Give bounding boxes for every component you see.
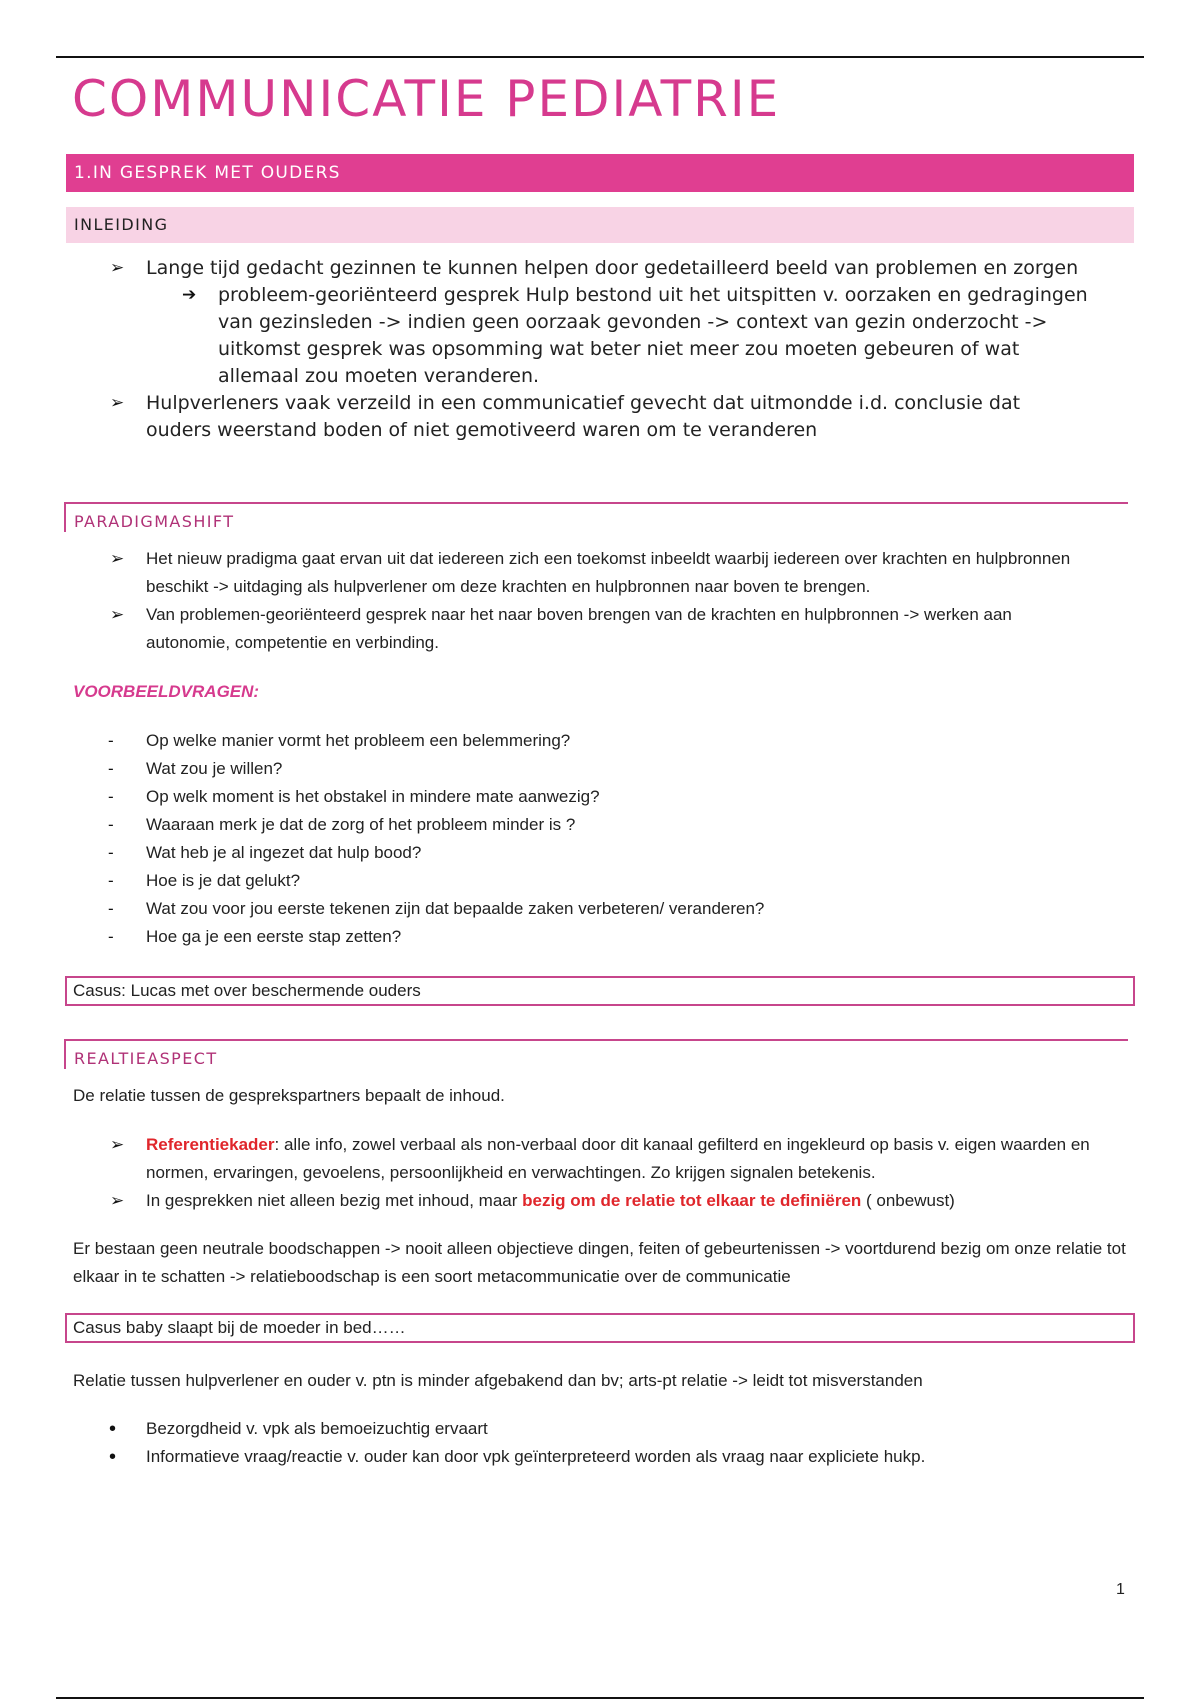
list-item	[0, 895, 1100, 923]
arrow-bullet-icon: ➔	[182, 285, 197, 305]
list-item	[0, 811, 1100, 839]
arrowhead-bullet-icon: ➢	[110, 1135, 125, 1154]
intro-list	[0, 255, 1090, 444]
list-item-text: Van problemen-georiënteerd gesprek naar het naar boven brengen van de krachten en hulpbronnen -> werken aan autonomie, competentie en verbinding.	[146, 605, 1012, 652]
list-item	[0, 783, 1100, 811]
casus-box-lucas: Casus: Lucas met over beschermende ouders	[65, 976, 1135, 1006]
dash-bullet-icon: -	[108, 927, 114, 946]
list-item	[0, 1131, 1100, 1187]
list-item-text: Lange tijd gedacht gezinnen te kunnen helpen door gedetailleerd beeld van problemen en zorgen	[146, 257, 1079, 279]
page-number: 1	[1116, 1581, 1125, 1598]
casus-box-baby: Casus baby slaapt bij de moeder in bed……	[65, 1313, 1135, 1343]
highlighted-phrase: bezig om de relatie tot elkaar te definiëren	[522, 1191, 862, 1210]
list-item	[0, 282, 1090, 390]
relation-dot-list	[0, 1415, 1100, 1471]
example-questions-list	[0, 727, 1100, 951]
list-item-text: Informatieve vraag/reactie v. ouder kan door vpk geïnterpreteerd worden als vraag naar expliciete hukp.	[146, 1447, 926, 1466]
list-item	[0, 255, 1090, 282]
list-item-text: ( onbewust)	[861, 1191, 955, 1210]
relation-intro: De relatie tussen de gesprekspartners bepaalt de inhoud.	[73, 1086, 505, 1105]
list-item-text: : alle info, zowel verbaal als non-verbaal door dit kanaal gefilterd en ingekleurd op basis v. eigen waarden en normen, ervaringen, gevoelens, persoonlijkheid en verwachtingen. Zo krijgen signalen betekenis.	[146, 1135, 1090, 1182]
list-item-text: Op welk moment is het obstakel in mindere mate aanwezig?	[146, 787, 600, 806]
list-item	[0, 839, 1100, 867]
list-item-text: In gesprekken niet alleen bezig met inhoud, maar	[146, 1191, 523, 1210]
examples-heading: VOORBEELDVRAGEN:	[73, 682, 260, 701]
list-item	[0, 545, 1100, 601]
dash-bullet-icon: -	[108, 787, 114, 806]
list-item-text: Bezorgdheid v. vpk als bemoeizuchtig ervaart	[146, 1419, 488, 1438]
dash-bullet-icon: -	[108, 759, 114, 778]
dash-bullet-icon: -	[108, 899, 114, 918]
dash-bullet-icon: -	[108, 815, 114, 834]
relation-paragraph-2: Relatie tussen hulpverlener en ouder v. ptn is minder afgebakend dan bv; arts-pt relatie -> leidt tot misverstanden	[73, 1371, 923, 1390]
arrowhead-bullet-icon: ➢	[110, 258, 125, 278]
arrowhead-bullet-icon: ➢	[110, 393, 125, 413]
list-item-text: Waaraan merk je dat de zorg of het probleem minder is ?	[146, 815, 576, 834]
arrowhead-bullet-icon: ➢	[110, 549, 125, 568]
dash-bullet-icon: -	[108, 871, 114, 890]
subsection-heading-inleiding: INLEIDING	[66, 207, 1134, 243]
list-item-text: Hoe ga je een eerste stap zetten?	[146, 927, 402, 946]
dash-bullet-icon: -	[108, 731, 114, 750]
list-item-text: probleem-georiënteerd gesprek Hulp bestond uit het uitspitten v. oorzaken en gedragingen van gezinsleden -> indien geen oorzaak gevonden -> context van gezin onderzocht -> uitkomst gesprek was opsomming wat beter niet meer zou moeten gebeuren of wat allemaal zou moeten veranderen.	[218, 284, 1088, 387]
list-item-text: Hulpverleners vaak verzeild in een communicatief gevecht dat uitmondde i.d. conclusie dat ouders weerstand boden of niet gemotiveerd waren om te veranderen	[146, 392, 1021, 441]
relation-list	[0, 1131, 1100, 1215]
document-title: COMMUNICATIE PEDIATRIE	[72, 70, 781, 128]
arrowhead-bullet-icon: ➢	[110, 1191, 125, 1210]
list-item	[0, 390, 1090, 444]
heading-paradigmashift: PARADIGMASHIFT	[64, 502, 1128, 532]
list-item	[0, 1443, 1100, 1471]
dash-bullet-icon: -	[108, 843, 114, 862]
footer-rule	[56, 1697, 1144, 1699]
highlighted-term: Referentiekader	[146, 1135, 275, 1154]
list-item-text: Hoe is je dat gelukt?	[146, 871, 301, 890]
heading-realtieaspect: REALTIEASPECT	[64, 1039, 1128, 1069]
arrowhead-bullet-icon: ➢	[110, 605, 125, 624]
list-item-text: Op welke manier vormt het probleem een belemmering?	[146, 731, 571, 750]
paradigm-list	[0, 545, 1100, 657]
list-item-text: Wat heb je al ingezet dat hulp bood?	[146, 843, 422, 862]
list-item-text: Het nieuw pradigma gaat ervan uit dat iedereen zich een toekomst inbeeldt waarbij iedereen over krachten en hulpbronnen beschikt -> uitdaging als hulpverlener om deze krachten en hulpbronnen naar boven te brengen.	[146, 549, 1071, 596]
list-item	[0, 1187, 1100, 1215]
list-item	[0, 923, 1100, 951]
list-item	[0, 1415, 1100, 1443]
bullet-dot-icon: •	[109, 1418, 117, 1440]
list-item	[0, 601, 1100, 657]
list-item-text: Wat zou je willen?	[146, 759, 283, 778]
relation-paragraph: Er bestaan geen neutrale boodschappen -> nooit alleen objectieve dingen, feiten of gebeurtenissen -> voortdurend bezig om onze relatie tot elkaar in te schatten -> relatieboodschap is een soort metacommunicatie over de communicatie	[73, 1239, 1126, 1286]
header-rule	[56, 56, 1144, 58]
list-item	[0, 727, 1100, 755]
list-item	[0, 867, 1100, 895]
bullet-dot-icon: •	[109, 1446, 117, 1468]
list-item	[0, 755, 1100, 783]
section-heading-1: 1.IN GESPREK MET OUDERS	[66, 154, 1134, 192]
list-item-text: Wat zou voor jou eerste tekenen zijn dat bepaalde zaken verbeteren/ veranderen?	[146, 899, 765, 918]
